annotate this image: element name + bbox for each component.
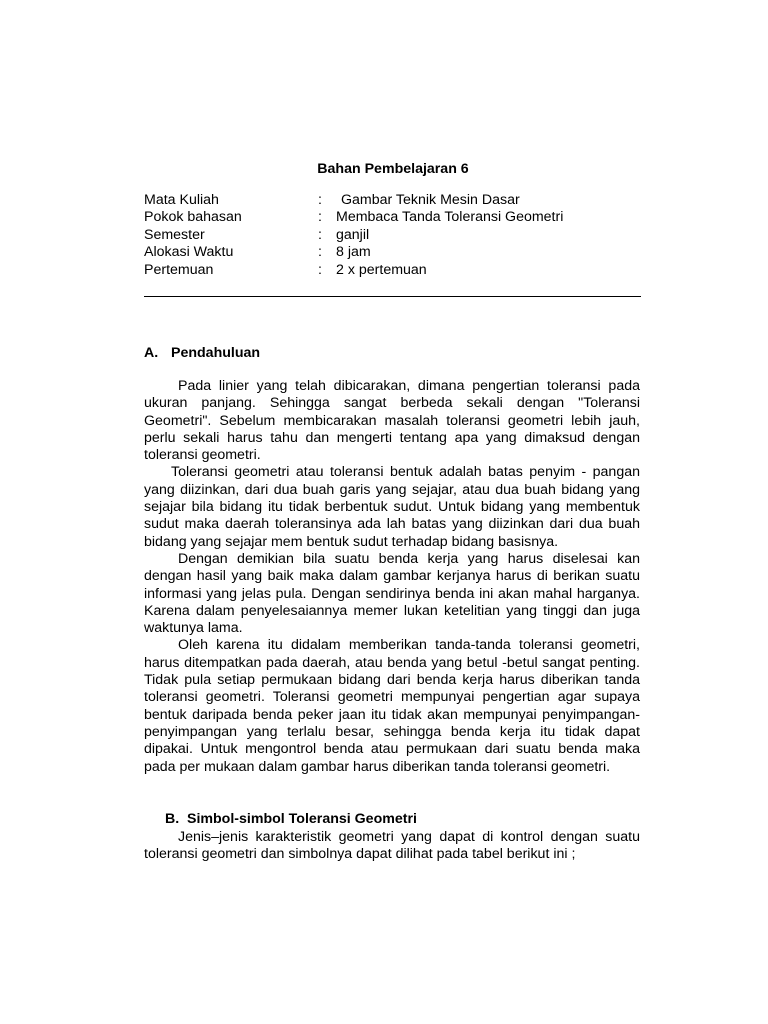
meta-value: ganjil [336,227,370,243]
paragraph: Oleh karena itu didalam memberikan tanda-tanda toleransi geometri, harus ditempatkan pada daerah, atau benda yang betul -betul sangat penting. Tidak pula setiap permukaan bidang dari benda kerja harus diberikan tanda toleransi geometri. Toleransi geometri mempunyai pengertian agar supaya bentuk daripada benda peker jaan itu tidak akan mempunyai penyimpangan-penyimpangan yang terlalu besar, sehingga benda kerja itu tidak dapat dipakai. Untuk mengontrol benda atau permukaan dari suatu benda maka pada per mukaan dalam gambar harus diberikan tanda toleransi geometri. [144,637,640,775]
section-b-number: B. [165,811,180,827]
section-a-title: Pendahuluan [171,345,261,361]
meta-value: Membaca Tanda Toleransi Geometri [336,209,564,225]
meta-colon: : [318,209,322,225]
meta-colon: : [318,244,322,260]
paragraph: Dengan demikian bila suatu benda kerja yang harus diselesai kan dengan hasil yang baik maka dalam gambar kerjanya harus di berikan suatu informasi yang jelas pula. Dengan sendirinya benda ini akan mahal harganya. Karena dalam penyelesaiannya memer lukan ketelitian yang tinggi dan juga waktunya lama. [144,550,640,637]
header-divider [144,296,641,297]
meta-value: 2 x pertemuan [336,262,427,278]
meta-label: Semester [144,227,205,243]
meta-colon: : [318,192,322,208]
paragraph: Toleransi geometri atau toleransi bentuk adalah batas penyim - pangan yang diizinkan, dari dua buah garis yang sejajar, atau dua buah bidang yang sejajar bila bidang itu tidak berbentuk sudut. Untuk bidang yang membentuk sudut maka daerah toleransinya ada lah batas yang diizinkan dari dua buah bidang yang sejajar mem bentuk sudut terhadap bidang basisnya. [144,464,640,550]
meta-label: Pokok bahasan [144,209,242,225]
paragraph: Jenis–jenis karakteristik geometri yang dapat di kontrol dengan suatu toleransi geometri dan simbolnya dapat dilihat pada tabel berikut ini ; [144,829,640,863]
meta-label: Mata Kuliah [144,192,219,208]
section-a-body [144,378,640,776]
meta-label: Alokasi Waktu [144,244,234,260]
paragraph: Pada linier yang telah dibicarakan, dimana pengertian toleransi pada ukuran panjang. Sehingga sangat berbeda sekali dengan "Toleransi Geometri". Sebelum membicarakan masalah toleransi geometri lebih jauh, perlu sekali harus tahu dan mengerti tentang apa yang dimaksud dengan toleransi geometri. [144,378,640,464]
section-b-title: Simbol-simbol Toleransi Geometri [187,811,417,827]
meta-value: Gambar Teknik Mesin Dasar [341,192,520,208]
meta-value: 8 jam [336,244,371,260]
meta-label: Pertemuan [144,262,214,278]
section-a-number: A. [144,345,159,361]
section-b-body [144,829,640,864]
meta-colon: : [318,227,322,243]
section-a-heading [144,345,260,361]
document-title: Bahan Pembelajaran 6 [317,161,469,177]
section-b-heading [165,811,417,827]
meta-colon: : [318,262,322,278]
